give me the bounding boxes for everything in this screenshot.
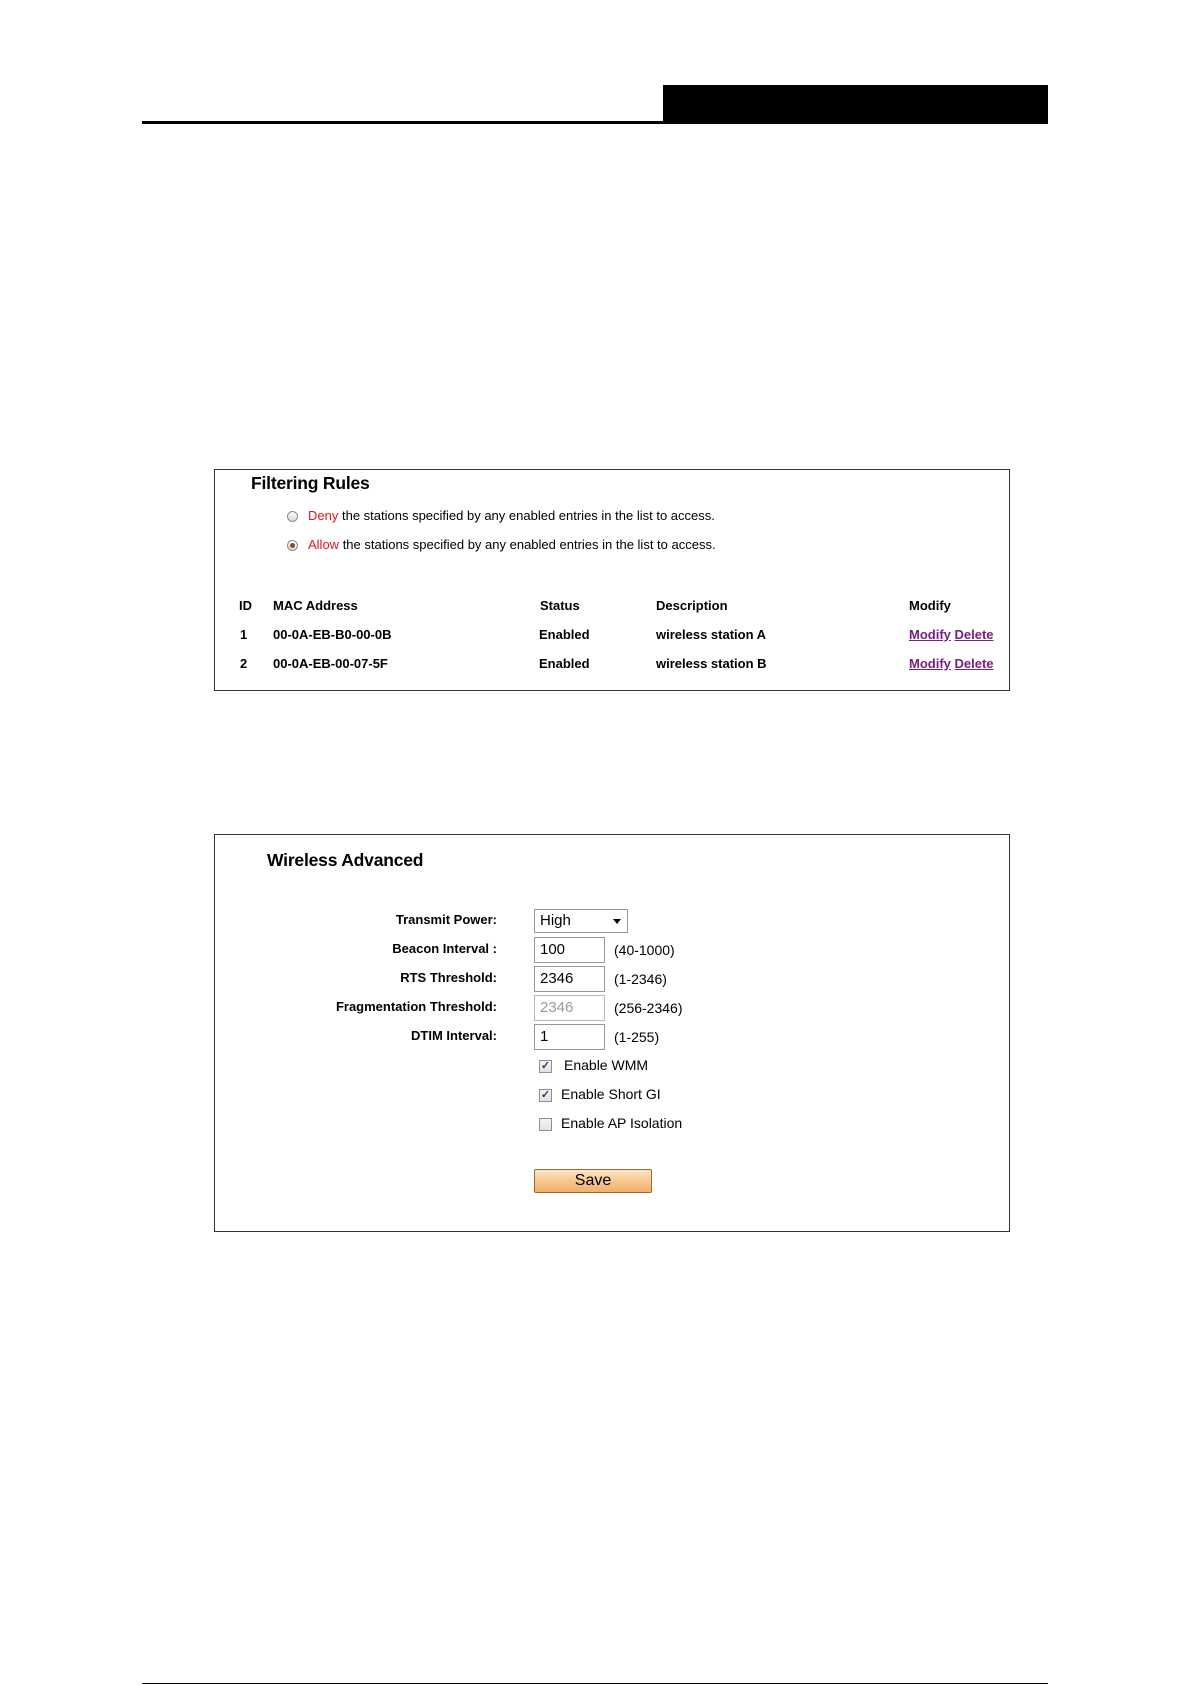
enable-short-gi-label: Enable Short GI	[561, 1086, 661, 1102]
rts-threshold-label: RTS Threshold:	[400, 970, 497, 985]
row2-status: Enabled	[539, 656, 590, 671]
row1-actions	[909, 627, 994, 642]
save-button[interactable]: Save	[534, 1169, 652, 1193]
fragmentation-threshold-range: (256-2346)	[614, 1000, 683, 1016]
deny-radio[interactable]	[287, 511, 298, 522]
deny-option-text	[308, 508, 715, 523]
dtim-interval-input[interactable]: 1	[534, 1024, 605, 1050]
chevron-down-icon	[613, 919, 621, 924]
rts-threshold-range: (1-2346)	[614, 971, 667, 987]
allow-description: the stations specified by any enabled entries in the list to access.	[339, 537, 716, 552]
transmit-power-select[interactable]	[534, 909, 628, 933]
row2-description: wireless station B	[656, 656, 767, 671]
row1-delete-link[interactable]: Delete	[954, 627, 994, 642]
filtering-rules-title: Filtering Rules	[251, 473, 370, 493]
fragmentation-threshold-input: 2346	[534, 995, 605, 1021]
header-rule	[142, 121, 1048, 124]
dtim-interval-range: (1-255)	[614, 1029, 660, 1045]
row2-delete-link[interactable]: Delete	[954, 656, 994, 671]
row1-modify-link[interactable]: Modify	[909, 627, 951, 642]
row1-status: Enabled	[539, 627, 590, 642]
dtim-interval-label: DTIM Interval:	[411, 1028, 497, 1043]
allow-keyword: Allow	[308, 537, 340, 552]
enable-short-gi-checkbox[interactable]: ✓	[540, 1089, 551, 1101]
transmit-power-label: Transmit Power:	[395, 912, 497, 927]
beacon-interval-label: Beacon Interval :	[392, 941, 497, 956]
beacon-interval-input[interactable]: 100	[534, 937, 605, 963]
col-modify: Modify	[909, 598, 951, 613]
row2-id: 2	[240, 656, 248, 671]
col-description: Description	[656, 598, 728, 613]
row1-id: 1	[240, 627, 248, 642]
enable-wmm-label: Enable WMM	[564, 1057, 649, 1073]
row1-mac: 00-0A-EB-B0-00-0B	[273, 627, 392, 642]
header-black-block	[663, 85, 1048, 124]
row2-modify-link[interactable]: Modify	[909, 656, 951, 671]
fragmentation-threshold-label: Fragmentation Threshold:	[335, 999, 497, 1014]
col-status: Status	[540, 598, 580, 613]
enable-ap-isolation-checkbox[interactable]	[539, 1118, 552, 1131]
rts-threshold-input[interactable]: 2346	[534, 966, 605, 992]
enable-wmm-checkbox[interactable]: ✓	[540, 1060, 551, 1072]
footer-rule	[142, 1683, 1048, 1684]
beacon-interval-range: (40-1000)	[614, 942, 675, 958]
allow-radio[interactable]	[287, 540, 298, 551]
row2-actions	[909, 656, 994, 671]
wireless-advanced-title: Wireless Advanced	[267, 850, 424, 870]
col-mac: MAC Address	[273, 598, 358, 613]
deny-keyword: Deny	[308, 508, 339, 523]
deny-description: the stations specified by any enabled entries in the list to access.	[338, 508, 715, 523]
col-id: ID	[239, 598, 252, 613]
transmit-power-value: High	[540, 912, 571, 929]
allow-option-text	[308, 537, 716, 552]
enable-ap-isolation-label: Enable AP Isolation	[561, 1115, 683, 1131]
row2-mac: 00-0A-EB-00-07-5F	[273, 656, 388, 671]
row1-description: wireless station A	[656, 627, 767, 642]
